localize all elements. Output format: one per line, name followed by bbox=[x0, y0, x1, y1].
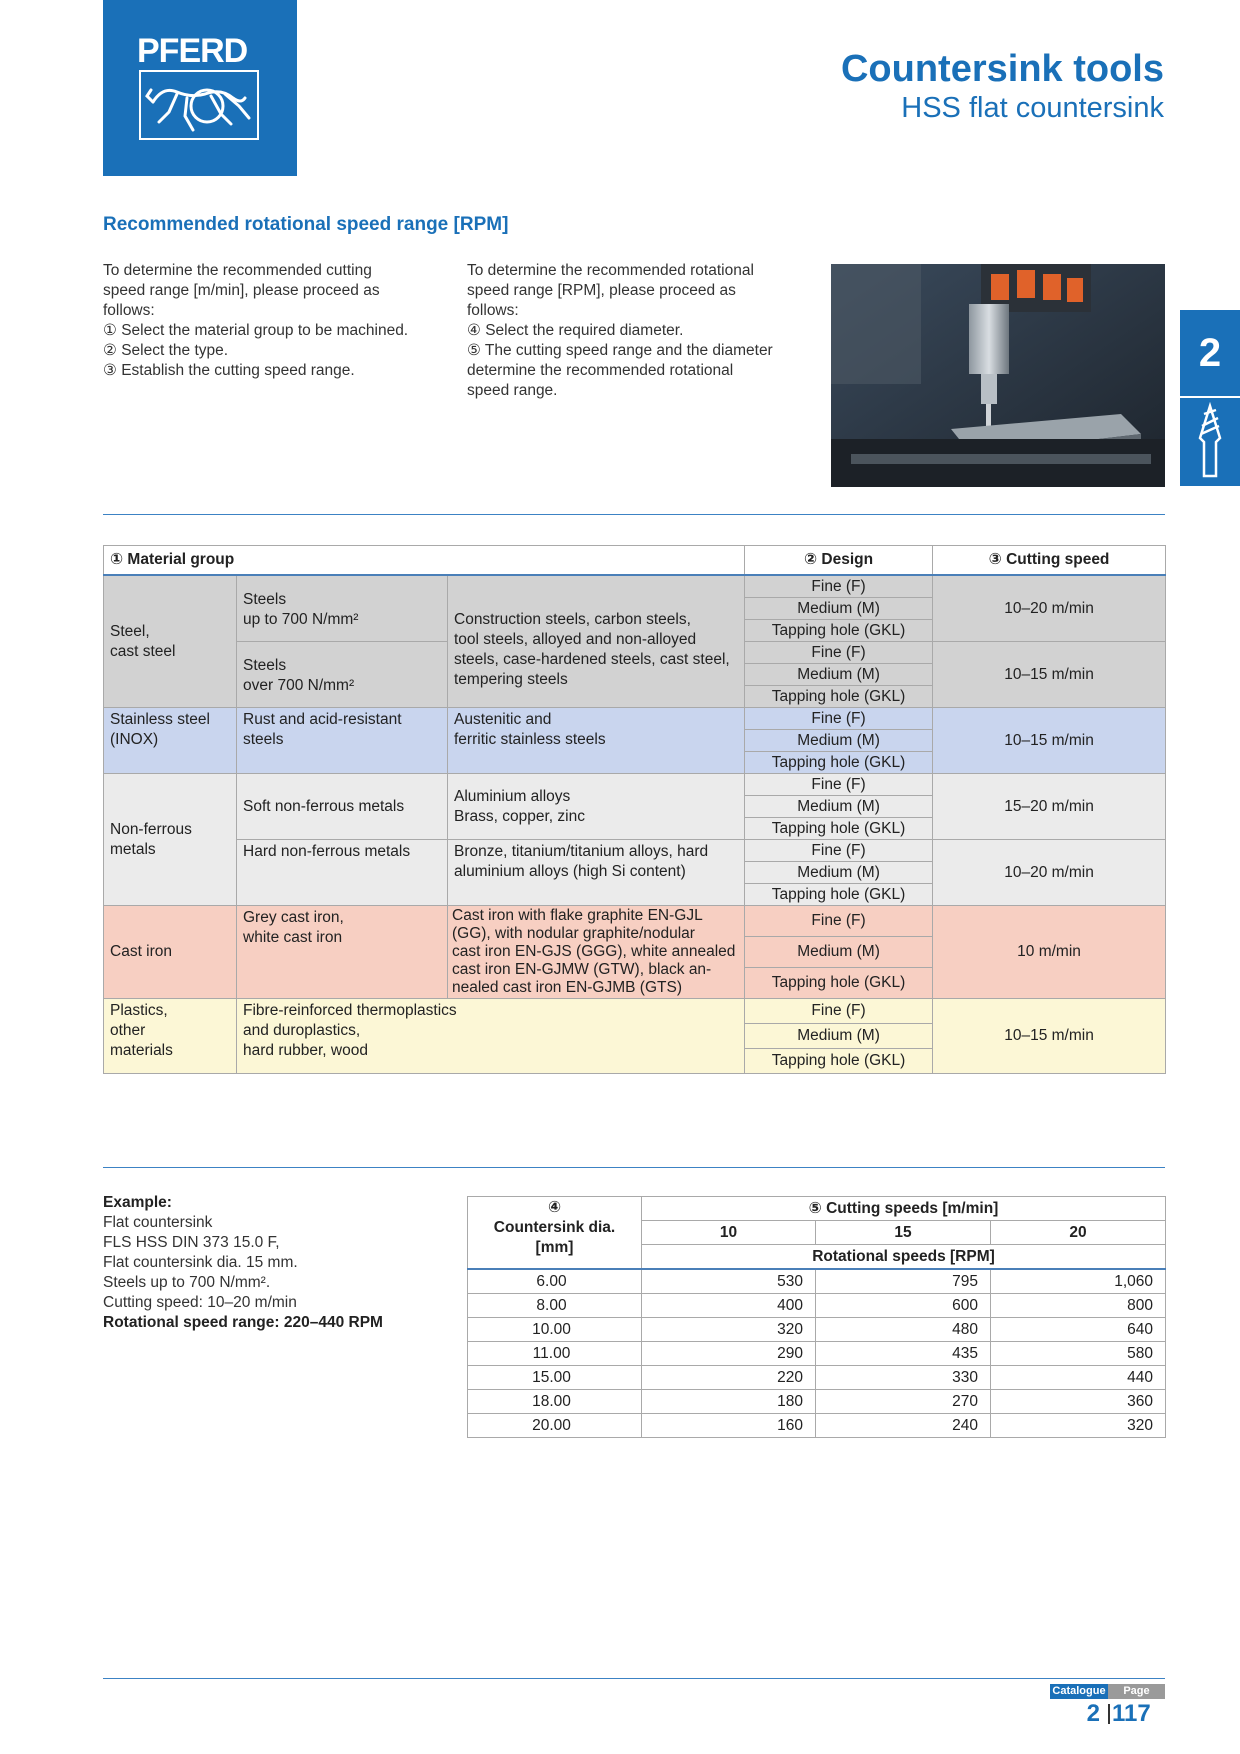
design-cell: Medium (M) bbox=[745, 937, 933, 968]
rpm-cell: 220 bbox=[642, 1366, 816, 1390]
design-cell: Medium (M) bbox=[745, 862, 933, 884]
rpm-cell: 530 bbox=[642, 1269, 816, 1294]
header-cutting-speed: ③ Cutting speed bbox=[933, 546, 1166, 576]
cutting-speed: 10–20 m/min bbox=[933, 840, 1166, 906]
rpm-cell: 360 bbox=[991, 1390, 1166, 1414]
countersink-dia-cell: 20.00 bbox=[468, 1414, 642, 1438]
example-heading: Example: bbox=[103, 1194, 172, 1211]
design-cell: Tapping hole (GKL) bbox=[745, 1049, 933, 1074]
rpm-cell: 795 bbox=[816, 1269, 991, 1294]
example-line: Flat countersink bbox=[103, 1214, 213, 1231]
design-cell: Fine (F) bbox=[745, 840, 933, 862]
material-list: Bronze, titanium/titanium alloys, hard aluminium alloys (high Si content) bbox=[448, 840, 745, 906]
footer-separator bbox=[1108, 1704, 1110, 1724]
rpm-cell: 330 bbox=[816, 1366, 991, 1390]
example-line: Flat countersink dia. 15 mm. bbox=[103, 1254, 298, 1271]
intro-line: follows: bbox=[103, 302, 155, 319]
rpm-cell: 440 bbox=[991, 1366, 1166, 1390]
table-row bbox=[468, 1390, 1166, 1414]
rpm-cell: 290 bbox=[642, 1342, 816, 1366]
rpm-cell: 320 bbox=[642, 1318, 816, 1342]
material-group-table bbox=[103, 545, 1166, 1074]
header-speed-col: 20 bbox=[991, 1221, 1166, 1245]
cutting-speed: 10–15 m/min bbox=[933, 999, 1166, 1074]
countersink-dia-cell: 6.00 bbox=[468, 1269, 642, 1294]
table-row bbox=[468, 1414, 1166, 1438]
catalogue-label: Catalogue bbox=[1050, 1684, 1108, 1699]
header-material-group: ① Material group bbox=[104, 546, 745, 576]
material-group: Stainless steel (INOX) bbox=[104, 708, 237, 774]
design-cell: Medium (M) bbox=[745, 598, 933, 620]
design-cell: Fine (F) bbox=[745, 575, 933, 598]
table-row bbox=[468, 1269, 1166, 1294]
rpm-cell: 400 bbox=[642, 1294, 816, 1318]
intro-line: To determine the recommended cutting bbox=[103, 262, 372, 279]
footer-divider bbox=[103, 1678, 1165, 1679]
page-title: Countersink tools bbox=[840, 48, 1164, 90]
rpm-table bbox=[467, 1196, 1166, 1438]
horse-icon bbox=[139, 70, 259, 140]
design-cell: Fine (F) bbox=[745, 708, 933, 730]
intro-line: ④ Select the required diameter. bbox=[467, 322, 684, 339]
divider bbox=[103, 514, 1165, 515]
material-list: Construction steels, carbon steels, tool steels, alloyed and non-alloyed steels, case-hardened steels, cast steel, tempering steels bbox=[448, 575, 745, 708]
design-cell: Fine (F) bbox=[745, 999, 933, 1024]
header-countersink-dia: ④ Countersink dia. [mm] bbox=[468, 1197, 642, 1270]
rpm-cell: 240 bbox=[816, 1414, 991, 1438]
intro-line: determine the recommended rotational bbox=[467, 362, 734, 379]
design-cell: Tapping hole (GKL) bbox=[745, 884, 933, 906]
example-line: Cutting speed: 10–20 m/min bbox=[103, 1294, 297, 1311]
chapter-tab: 2 bbox=[1180, 310, 1240, 396]
material-list: Cast iron with flake graphite EN-GJL (GG), with nodular graphite/nodular cast iron EN-GJS (GGG), white annealed cast iron EN-GJMW (GTW), black an- nealed cast iron EN-GJMB (GTS) bbox=[448, 906, 745, 999]
material-group: Steel, cast steel bbox=[104, 575, 237, 708]
material-list: Fibre-reinforced thermoplastics and duroplastics, hard rubber, wood bbox=[237, 999, 745, 1074]
header-cutting-speeds: ⑤ Cutting speeds [m/min] bbox=[642, 1197, 1166, 1221]
header-speed-col: 10 bbox=[642, 1221, 816, 1245]
intro-line: follows: bbox=[467, 302, 519, 319]
countersink-dia-cell: 18.00 bbox=[468, 1390, 642, 1414]
intro-left bbox=[103, 261, 443, 381]
material-subgroup: Rust and acid-resistant steels bbox=[237, 708, 448, 774]
cutting-speed: 10–15 m/min bbox=[933, 708, 1166, 774]
intro-line: speed range [m/min], please proceed as bbox=[103, 282, 380, 299]
intro-line: To determine the recommended rotational bbox=[467, 262, 754, 279]
design-cell: Fine (F) bbox=[745, 774, 933, 796]
table-row bbox=[468, 1318, 1166, 1342]
example-line: Steels up to 700 N/mm². bbox=[103, 1274, 271, 1291]
material-group: Cast iron bbox=[104, 906, 237, 999]
design-cell: Medium (M) bbox=[745, 796, 933, 818]
intro-right bbox=[467, 261, 817, 401]
divider bbox=[103, 1167, 1165, 1168]
rpm-cell: 160 bbox=[642, 1414, 816, 1438]
design-cell: Tapping hole (GKL) bbox=[745, 818, 933, 840]
design-cell: Tapping hole (GKL) bbox=[745, 620, 933, 642]
intro-line: speed range. bbox=[467, 382, 558, 399]
example-result: Rotational speed range: 220–440 RPM bbox=[103, 1314, 383, 1331]
material-subgroup: Soft non-ferrous metals bbox=[237, 774, 448, 840]
countersink-dia-cell: 15.00 bbox=[468, 1366, 642, 1390]
design-cell: Tapping hole (GKL) bbox=[745, 752, 933, 774]
intro-line: ② Select the type. bbox=[103, 342, 229, 359]
logo-text: PFERD bbox=[137, 32, 248, 70]
rpm-cell: 1,060 bbox=[991, 1269, 1166, 1294]
rpm-cell: 270 bbox=[816, 1390, 991, 1414]
example-block bbox=[103, 1193, 423, 1333]
rpm-cell: 580 bbox=[991, 1342, 1166, 1366]
rpm-cell: 800 bbox=[991, 1294, 1166, 1318]
intro-line: ⑤ The cutting speed range and the diameter bbox=[467, 342, 773, 359]
design-cell: Tapping hole (GKL) bbox=[745, 686, 933, 708]
design-cell: Fine (F) bbox=[745, 642, 933, 664]
intro-line: ① Select the material group to be machined. bbox=[103, 322, 409, 339]
rpm-cell: 600 bbox=[816, 1294, 991, 1318]
cutting-speed: 15–20 m/min bbox=[933, 774, 1166, 840]
material-group: Plastics, other materials bbox=[104, 999, 237, 1074]
page-subtitle: HSS flat countersink bbox=[901, 92, 1164, 124]
section-heading: Recommended rotational speed range [RPM] bbox=[103, 214, 509, 235]
pferd-logo bbox=[103, 0, 297, 176]
design-cell: Fine (F) bbox=[745, 906, 933, 937]
cutting-speed: 10–15 m/min bbox=[933, 642, 1166, 708]
countersink-icon bbox=[1180, 398, 1240, 486]
material-list: Aluminium alloys Brass, copper, zinc bbox=[448, 774, 745, 840]
header-design: ② Design bbox=[745, 546, 933, 576]
intro-line: speed range [RPM], please proceed as bbox=[467, 282, 736, 299]
table-row bbox=[468, 1342, 1166, 1366]
design-cell: Medium (M) bbox=[745, 730, 933, 752]
example-line: FLS HSS DIN 373 15.0 F, bbox=[103, 1234, 280, 1251]
rpm-cell: 480 bbox=[816, 1318, 991, 1342]
page-number: 117 bbox=[1112, 1700, 1151, 1727]
material-subgroup: Steels up to 700 N/mm² bbox=[237, 575, 448, 642]
page-label: Page bbox=[1108, 1684, 1165, 1699]
design-cell: Tapping hole (GKL) bbox=[745, 968, 933, 999]
table-row bbox=[104, 575, 1166, 598]
machining-photo bbox=[831, 264, 1165, 487]
material-group: Non-ferrous metals bbox=[104, 774, 237, 906]
header-rotational-speeds: Rotational speeds [RPM] bbox=[642, 1245, 1166, 1270]
rpm-cell: 435 bbox=[816, 1342, 991, 1366]
rpm-cell: 320 bbox=[991, 1414, 1166, 1438]
header-speed-col: 15 bbox=[816, 1221, 991, 1245]
design-cell: Medium (M) bbox=[745, 664, 933, 686]
material-list: Austenitic and ferritic stainless steels bbox=[448, 708, 745, 774]
material-subgroup: Steels over 700 N/mm² bbox=[237, 642, 448, 708]
rpm-cell: 180 bbox=[642, 1390, 816, 1414]
countersink-dia-cell: 10.00 bbox=[468, 1318, 642, 1342]
design-cell: Medium (M) bbox=[745, 1024, 933, 1049]
cutting-speed: 10–20 m/min bbox=[933, 575, 1166, 642]
countersink-dia-cell: 8.00 bbox=[468, 1294, 642, 1318]
rpm-table-body bbox=[468, 1269, 1166, 1438]
intro-line: ③ Establish the cutting speed range. bbox=[103, 362, 355, 379]
cutting-speed: 10 m/min bbox=[933, 906, 1166, 999]
table-row bbox=[468, 1366, 1166, 1390]
material-subgroup: Grey cast iron, white cast iron bbox=[237, 906, 448, 999]
countersink-dia-cell: 11.00 bbox=[468, 1342, 642, 1366]
material-subgroup: Hard non-ferrous metals bbox=[237, 840, 448, 906]
catalogue-number: 2 bbox=[1086, 1700, 1100, 1727]
rpm-cell: 640 bbox=[991, 1318, 1166, 1342]
table-row bbox=[468, 1294, 1166, 1318]
